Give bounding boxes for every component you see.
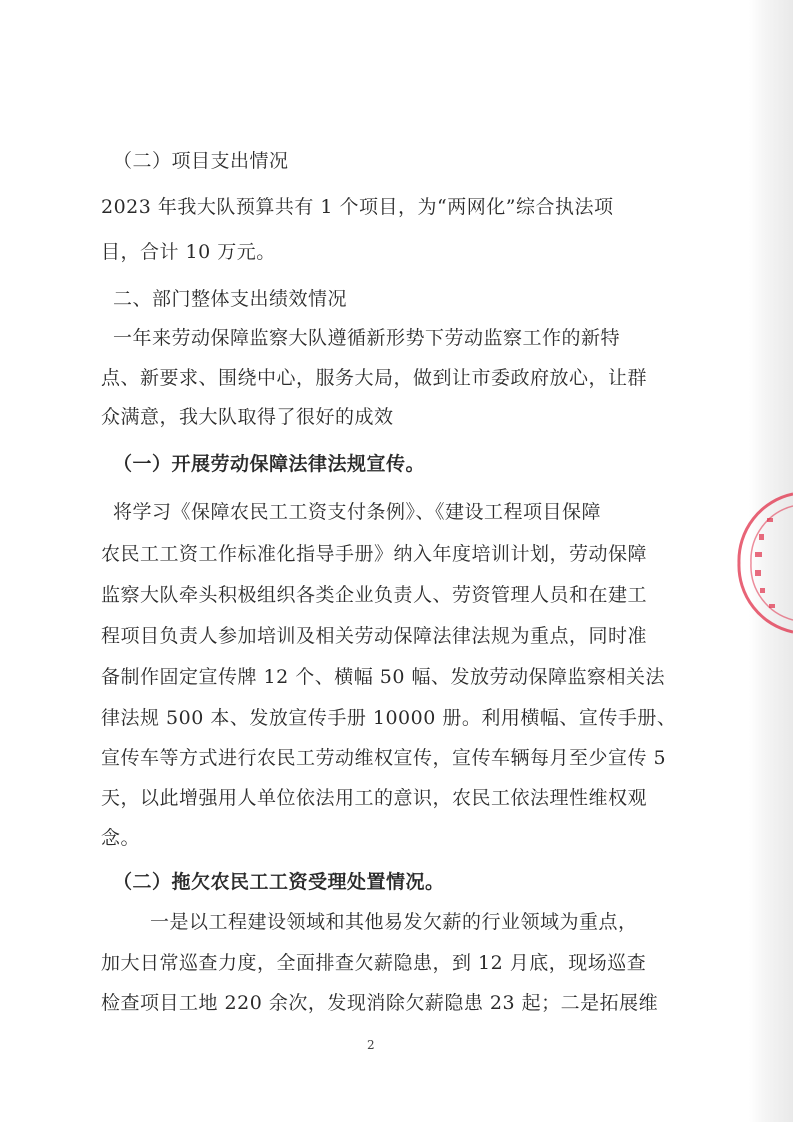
paragraph-line: 检查项目工地 220 余次，发现消除欠薪隐患 23 起；二是拓展维 [101, 992, 659, 1014]
section-heading-overall-performance: 二、部门整体支出绩效情况 [113, 288, 348, 310]
paragraph-line: 众满意，我大队取得了很好的成效 [101, 406, 394, 428]
paragraph-line: 农民工工资工作标准化指导手册》纳入年度培训计划，劳动保障 [101, 543, 648, 565]
paragraph-line: 点、新要求、围绕中心，服务大局，做到让市委政府放心，让群 [101, 367, 648, 389]
page-number: 2 [367, 1038, 375, 1052]
section-heading-project-expenditure: （二）项目支出情况 [113, 150, 289, 172]
paragraph-line: 念。 [101, 827, 141, 849]
paragraph-line: 加大日常巡查力度，全面排查欠薪隐患，到 12 月底，现场巡查 [101, 952, 647, 974]
paragraph-line: 将学习《保障农民工工资支付条例》、《建设工程项目保障 [113, 501, 602, 523]
paragraph-line: 宣传车等方式进行农民工劳动维权宣传，宣传车辆每月至少宣传 5 [101, 747, 667, 769]
paragraph-line: 2023 年我大队预算共有 1 个项目，为“两网化”综合执法项 [101, 196, 614, 218]
paragraph-line: 目，合计 10 万元。 [101, 241, 276, 263]
paragraph-line: 程项目负责人参加培训及相关劳动保障法律法规为重点，同时准 [101, 625, 648, 647]
official-seal-fragment [733, 488, 793, 638]
paragraph-line: 一年来劳动保障监察大队遵循新形势下劳动监察工作的新特 [113, 327, 621, 349]
paragraph-line: 一是以工程建设领域和其他易发欠薪的行业领域为重点， [150, 911, 638, 933]
section-heading-wage-arrears: （二）拖欠农民工工资受理处置情况。 [113, 871, 445, 893]
section-heading-legal-publicity: （一）开展劳动保障法律法规宣传。 [113, 453, 426, 475]
paragraph-line: 天，以此增强用人单位依法用工的意识，农民工依法理性维权观 [101, 787, 648, 809]
paragraph-line: 律法规 500 本、发放宣传手册 10000 册。利用横幅、宣传手册、 [101, 707, 677, 729]
paragraph-line: 备制作固定宣传牌 12 个、横幅 50 幅、发放劳动保障监察相关法 [101, 666, 666, 688]
paragraph-line: 监察大队牵头积极组织各类企业负责人、劳资管理人员和在建工 [101, 584, 648, 606]
